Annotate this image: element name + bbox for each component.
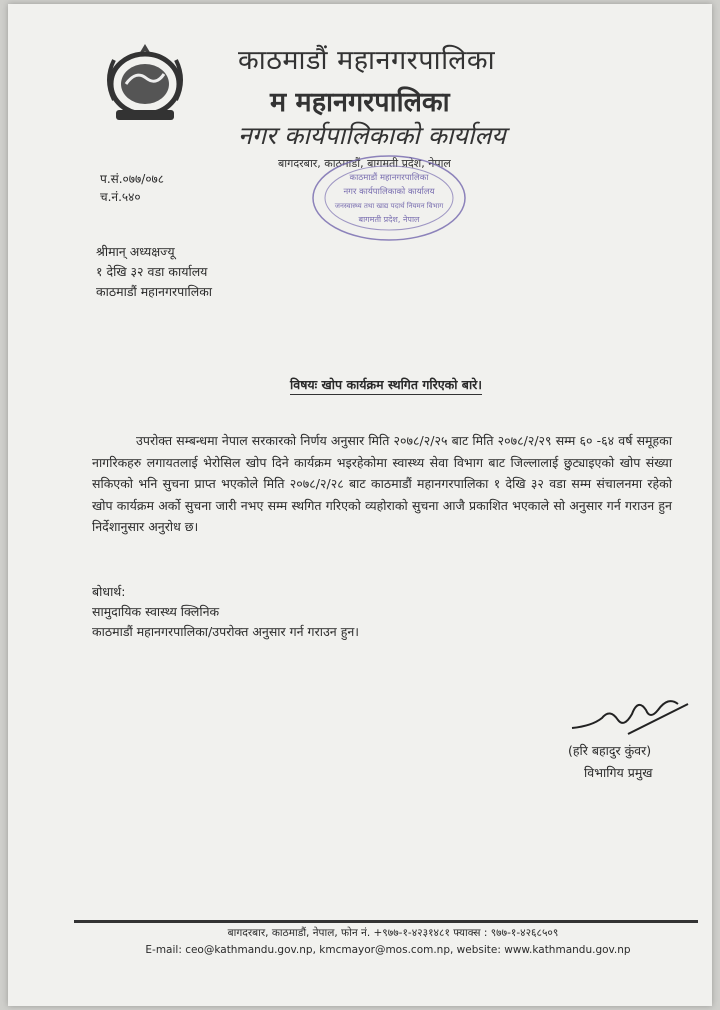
addressee-line-1: श्रीमान् अध्यक्षज्यू: [96, 244, 175, 259]
signature-icon: [568, 688, 698, 738]
letterhead-address: बागदरबार, काठमाडौं, बागमती प्रदेश, नेपाल: [278, 157, 451, 170]
addressee-line-3: काठमाडौं महानगरपालिका: [96, 284, 213, 299]
letter-body: उपरोक्त सम्बन्धमा नेपाल सरकारको निर्णय अनुसार मिति २०७८/२/२५ बाट मिति २०७८/२/२९ सम्म ६० -६४ वर्ष समूहका नागरिकहरु लगायतलाई भेरोसिल खोप दिने कार्यक्रम भइरहेकोमा स्वास्थ्य सेवा विभाग बाट जिल्लालाई छुट्याइएको खोप संख्या सकिएको भनि सुचना प्राप्त भएकोले मिति २०७८/२/२८ बाट काठमाडौं महानगरपालिका १ देखि ३२ वडा सम्म संचालनमा रहेको खोप कार्यक्रम अर्को सुचना जारी नभए सम्म स्थगित गरिएको व्यहोराको सुचना आजै प्रकाशित भएकाले सो अनुसार गर्न गराउन हुन निर्देशानुसार अनुरोध छ।: [92, 433, 672, 534]
stamp-line-4: बागमती प्रदेश, नेपाल: [358, 215, 420, 224]
cc-label: बोधार्थ:: [92, 584, 126, 599]
signatory-title: विभागिय प्रमुख: [584, 765, 653, 780]
stamp-line-3: जनस्वास्थ्य तथा खाद्य पदार्थ नियमन विभाग: [334, 202, 444, 210]
footer-email-website: E-mail: ceo@kathmandu.gov.np, kmcmayor@mos.com.np, website: www.kathmandu.gov.np: [145, 944, 631, 956]
addressee: [96, 242, 212, 302]
letterhead-stylized-name: म महानगरपालिका: [270, 87, 450, 118]
letterhead-office: नगर कार्यपालिकाको कार्यालय: [238, 121, 506, 150]
reference-ps: प.सं.०७७/०७८: [100, 172, 165, 186]
office-stamp: [304, 150, 474, 246]
nepal-emblem-icon: [96, 40, 194, 126]
letter-page: [8, 4, 712, 1006]
cc-line-2: काठमाडौं महानगरपालिका/उपरोक्त अनुसार गर्न गराउन हुन।: [92, 624, 360, 639]
footer-divider: [74, 920, 698, 923]
cc-block: [92, 582, 359, 642]
footer-contact: बागदरबार, काठमाडौं, नेपाल, फोन नं. +९७७-१-४२३१४८१ फ्याक्स : ९७७-१-४२६८५०९: [227, 927, 559, 939]
subject-line: विषयः खोप कार्यक्रम स्थगित गरिएको बारे।: [290, 376, 482, 395]
stamp-line-2: नगर कार्यपालिकाको कार्यालय: [343, 187, 435, 197]
stamp-line-1: काठमाडौं महानगरपालिका: [349, 173, 429, 183]
letterhead-title: काठमाडौं महानगरपालिका: [238, 45, 496, 76]
signatory-name: (हरि बहादुर कुंवर): [568, 743, 652, 758]
cc-line-1: सामुदायिक स्वास्थ्य क्लिनिक: [92, 604, 220, 619]
reference-chn: च.नं.५४०: [100, 190, 141, 204]
addressee-line-2: १ देखि ३२ वडा कार्यालय: [96, 264, 208, 279]
